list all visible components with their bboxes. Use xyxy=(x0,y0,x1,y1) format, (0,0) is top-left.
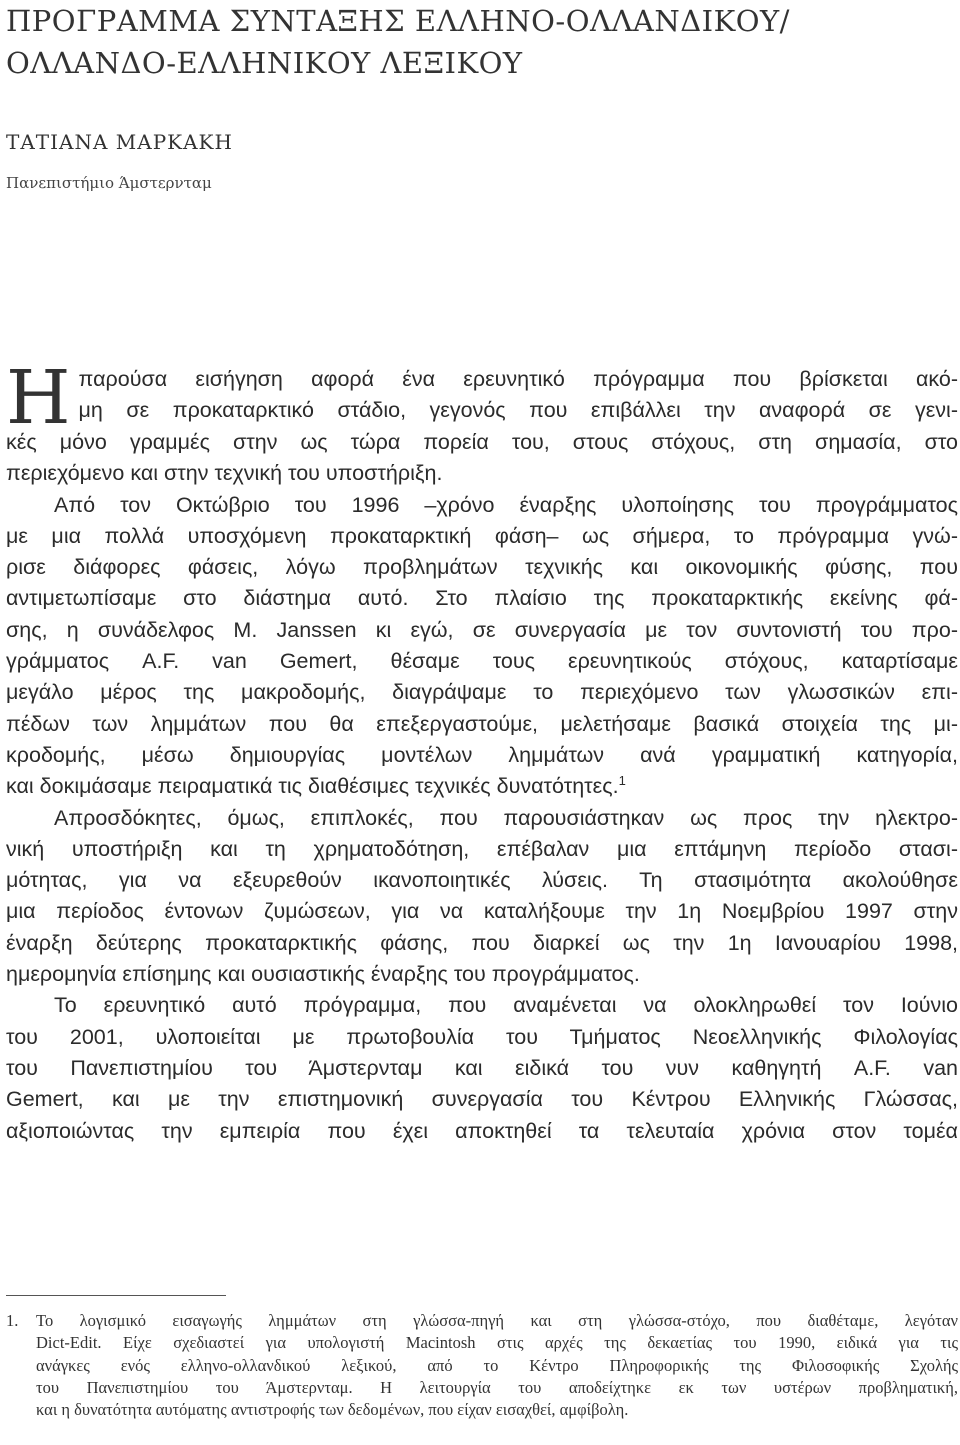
body-line: μεγάλο μέρος της μακροδομής, διαγράψαμε το περιεχόμενο των γλωσσικών επι- xyxy=(6,680,958,705)
body-line: νική υποστήριξη και τη χρηματοδότηση, επέβαλαν μια επτάμηνη περίοδο στασι- xyxy=(6,836,958,861)
author-affiliation: Πανεπιστήμιο Άμστερνταμ xyxy=(6,174,212,192)
body-line: μια περίοδος έντονων ζυμώσεων, για να καταλήξουμε την 1η Νοεμβρίου 1997 στην xyxy=(6,899,958,924)
footnote-reference[interactable]: 1 xyxy=(618,773,626,789)
body-line: Gemert, και με την επιστημονική συνεργασία του Κέντρου Ελληνικής Γλώσσας, xyxy=(6,1087,958,1112)
footnote-line: Dict-Edit. Είχε σχεδιαστεί για υπολογιστή Macintosh στις αρχές της δεκαετίας του 1990, ειδικά για τις xyxy=(36,1333,958,1353)
body-line: Απροσδόκητες, όμως, επιπλοκές, που παρουσιάστηκαν ως προς την ηλεκτρο- xyxy=(54,805,958,830)
body-line: μότητας, για να εξευρεθούν ικανοποιητικές λύσεις. Τη στασιμότητα ακολούθησε xyxy=(6,868,958,893)
author-name: ΤΑΤΙΑΝΑ ΜΑΡΚΑΚΗ xyxy=(6,130,233,154)
title-line-1: ΠΡΟΓΡΑΜΜΑ ΣΥΝΤΑΞΗΣ ΕΛΛΗΝΟ-ΟΛΛΑΝΔΙΚΟΥ/ xyxy=(6,4,790,38)
footnote-1 xyxy=(6,1310,958,1421)
footnote-text xyxy=(36,1310,958,1421)
footnote-line: ανάγκες ενός ελληνο-ολλανδικού λεξικού, από το Κέντρο Πληροφορικής της Φιλοσοφικής Σχολής xyxy=(36,1355,958,1375)
footnote-separator xyxy=(6,1295,226,1296)
body-line: Το ερευνητικό αυτό πρόγραμμα, που αναμένεται να ολοκληρωθεί τον Ιούνιο xyxy=(54,993,958,1018)
body-line: περιεχόμενο και στην τεχνική του υποστήριξη. xyxy=(6,461,443,486)
body-line: γράμματος A.F. van Gemert, θέσαμε τους ερευνητικούς στόχους, καταρτίσαμε xyxy=(6,649,958,674)
article-body xyxy=(6,355,958,1147)
body-line: Από τον Οκτώβριο του 1996 –χρόνο έναρξης υλοποίησης του προγράμματος xyxy=(54,492,958,517)
body-line: και δοκιμάσαμε πειραματικά τις διαθέσιμες τεχνικές δυνατότητες. xyxy=(6,774,619,799)
body-line: κές μόνο γραμμές στην ως τώρα πορεία του, στους στόχους, στη σημασία, στο xyxy=(6,430,958,454)
body-line: πέδων των λημμάτων που θα επεξεργαστούμε, μελετήσαμε βασικά στοιχεία της μι- xyxy=(6,711,958,736)
body-line: του Πανεπιστημίου του Άμστερνταμ και ειδικά του νυν καθηγητή A.F. van xyxy=(6,1055,958,1080)
body-line: μη σε προκαταρκτικό στάδιο, γεγονός που επιβάλλει την αναφορά σε γενι- xyxy=(78,398,958,423)
body-line: σης, η συνάδελφος Μ. Janssen κι εγώ, σε συνεργασία με τον συντονιστή του προ- xyxy=(6,617,958,642)
body-line: με μια πολλά υποσχόμενη προκαταρκτική φάση– ως σήμερα, το πρόγραμμα γνώ- xyxy=(6,523,958,548)
body-line-with-footnote xyxy=(6,771,958,802)
footnotes xyxy=(6,1310,958,1421)
paragraph-2 xyxy=(6,490,958,803)
paragraph-4 xyxy=(6,990,958,1146)
body-line: αντιμετωπίσαμε στο διάστημα αυτό. Στο πλαίσιο της προκαταρκτικής εκείνης φά- xyxy=(6,586,958,611)
paragraph-3 xyxy=(6,803,958,991)
paragraph-1 xyxy=(6,355,958,490)
footnote-line: Το λογισμικό εισαγωγής λημμάτων στη γλώσσα-πηγή και στη γλώσσα-στόχο, που διαθέταμε, λεγόταν xyxy=(36,1311,958,1330)
drop-cap: Η xyxy=(6,355,71,441)
body-line: παρούσα εισήγηση αφορά ένα ερευνητικό πρόγραμμα που βρίσκεται ακό- xyxy=(78,367,958,391)
body-line: του 2001, υλοποιείται με πρωτοβουλία του Τμήματος Νεοελληνικής Φιλολογίας xyxy=(6,1024,958,1049)
body-line: αξιοποιώντας την εμπειρία που έχει αποκτηθεί τα τελευταία χρόνια στον τομέα xyxy=(6,1118,958,1143)
footnote-number: 1. xyxy=(6,1311,19,1330)
body-line: κροδομής, μέσω δημιουργίας μοντέλων λημμάτων ανά γραμματική κατηγορία, xyxy=(6,742,958,767)
footnote-line: του Πανεπιστημίου του Άμστερνταμ. Η λειτουργία του αποδείχτηκε εκ των υστέρων προβληματική, xyxy=(36,1377,958,1397)
title-line-2: ΟΛΛΑΝΔΟ-ΕΛΛΗΝΙΚΟΥ ΛΕΞΙΚΟΥ xyxy=(6,46,523,80)
body-line: έναρξη δεύτερης προκαταρκτικής φάσης, που διαρκεί ως την 1η Ιανουαρίου 1998, xyxy=(6,930,958,955)
footnote-line: και η δυνατότητα αυτόματης αντιστροφής των δεδομένων, που είχαν εισαχθεί, αμφίβολη. xyxy=(36,1400,629,1420)
body-line: ρισε διάφορες φάσεις, λόγω προβλημάτων τεχνικής και οικονομικής φύσης, που xyxy=(6,555,958,580)
body-line: ημερομηνία επίσημης και ουσιαστικής έναρξης του προγράμματος. xyxy=(6,962,640,987)
